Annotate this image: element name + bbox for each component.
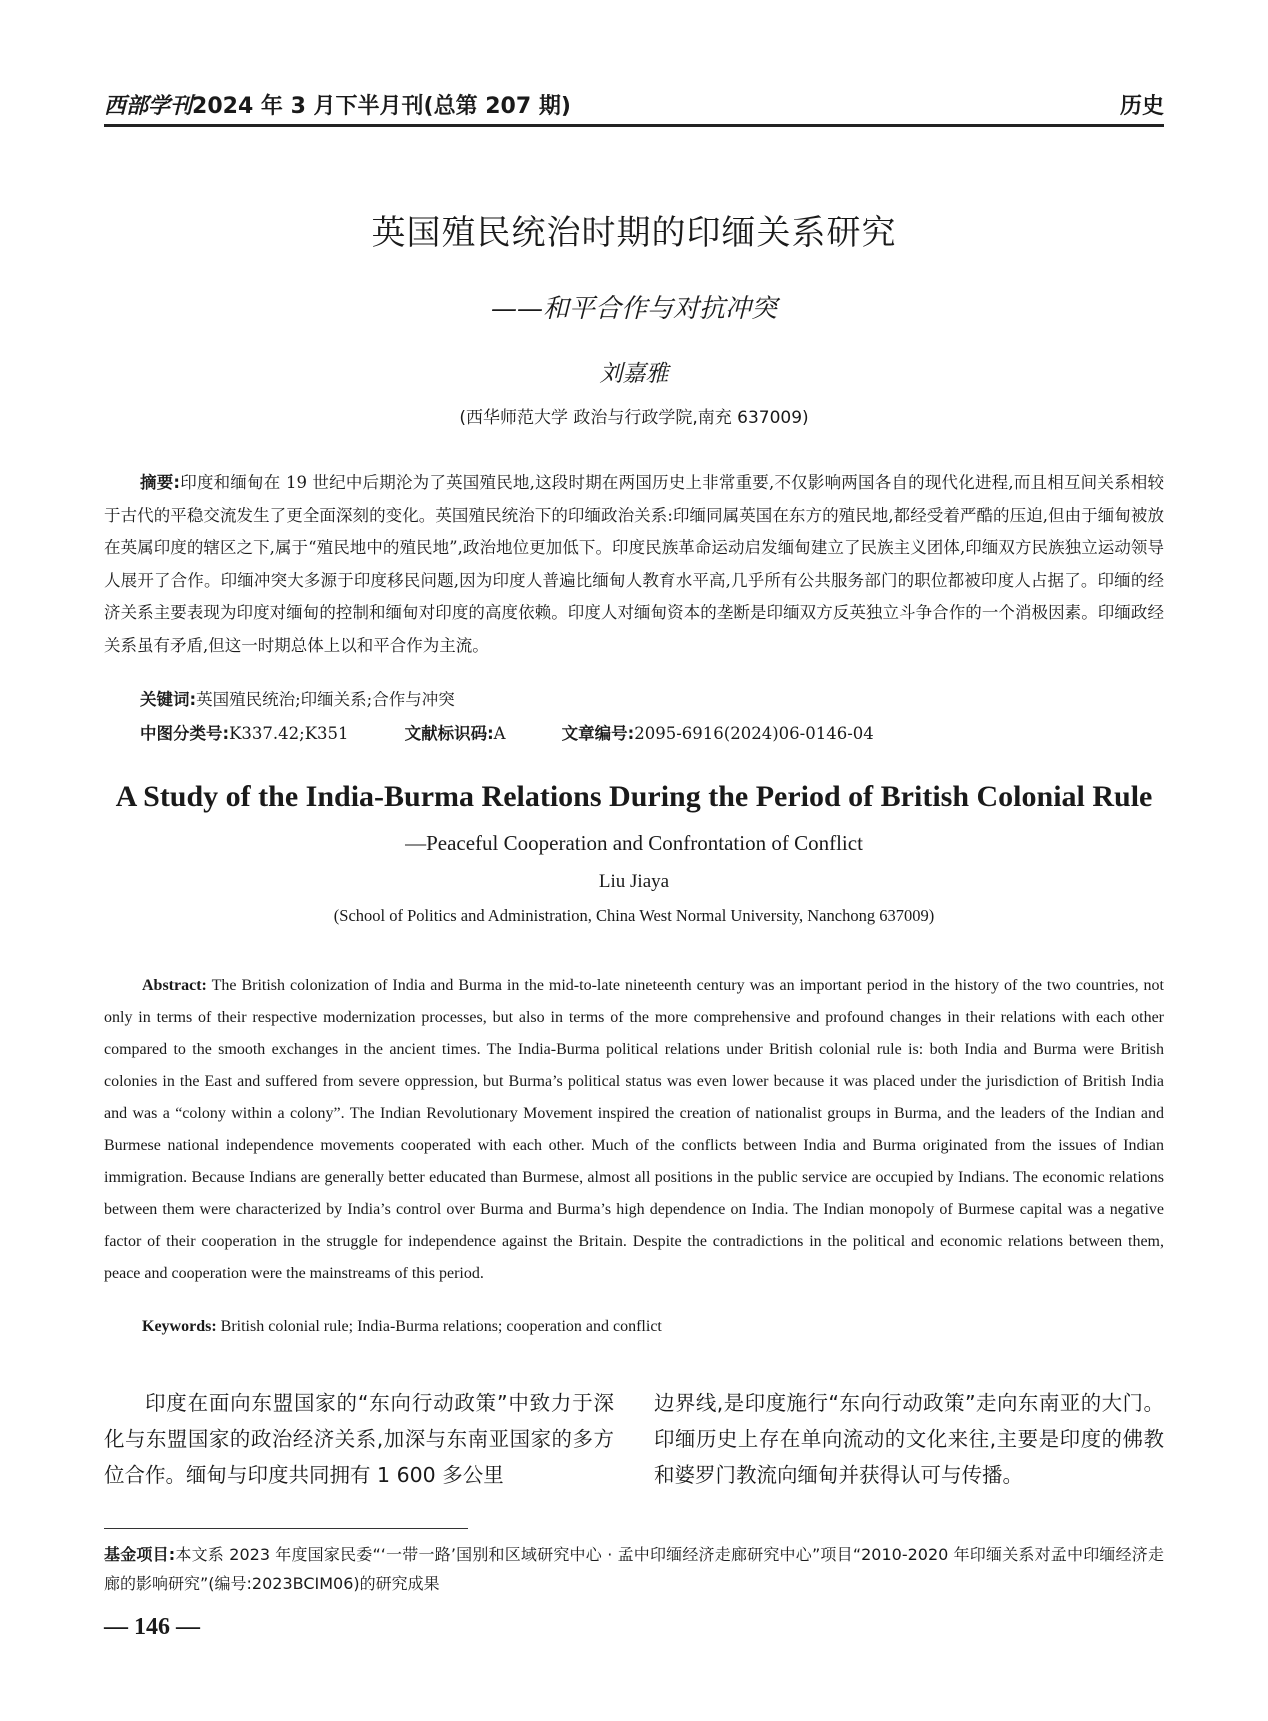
funding-footnote bbox=[104, 1540, 1164, 1598]
author-name-en: Liu Jiaya bbox=[598, 871, 670, 892]
abstract-cn bbox=[104, 467, 1164, 662]
body-text-right-column: 边界线,是印度施行“东向行动政策”走向东南亚的大门。印缅历史上存在单向流动的文化来往,主要是印度的佛教和婆罗门教流向缅甸并获得认可与传播。 bbox=[654, 1391, 1164, 1487]
running-header bbox=[104, 84, 1164, 120]
affiliation-cn: (西华师范大学 政治与行政学院,南充 637009) bbox=[459, 408, 809, 428]
keywords-en bbox=[142, 1318, 662, 1336]
doc-code-label: 文献标识码: bbox=[404, 724, 494, 743]
abstract-cn-text: 印度和缅甸在 19 世纪中后期沦为了英国殖民地,这段时期在两国历史上非常重要,不仅影响两国各自的现代化进程,而且相互间关系相较于古代的平稳交流发生了更全面深刻的变化。英国殖民统治下的印缅政治关系:印缅同属英国在东方的殖民地,都经受着严酷的压迫,但由于缅甸被放在英属印度的辖区之下,属于“殖民地中的殖民地”,政治地位更加低下。印度民族革命运动启发缅甸建立了民族主义团体,印缅双方民族独立运动领导人展开了合作。印缅冲突大多源于印度移民问题,因为印度人普遍比缅甸人教育水平高,几乎所有公共服务部门的职位都被印度人占据了。印缅的经济关系主要表现为印度对缅甸的控制和缅甸对印度的高度依赖。印度人对缅甸资本的垄断是印缅双方反英独立斗争合作的一个消极因素。印缅政经关系虽有矛盾,但这一时期总体上以和平合作为主流。 bbox=[104, 473, 1164, 655]
article-subtitle-cn: ——和平合作与对抗冲突 bbox=[490, 294, 777, 324]
abstract-en-text: The British colonization of India and Burma in the mid-to-late nineteenth century was an important period in the history of the two countries, not only in terms of their respective modernization processes, but also in terms of the more comprehensive and profound changes in their relations with each other compared to the smooth exchanges in the ancient times. The India-Burma political relations under British colonial rule is: both India and Burma were British colonies in the East and suffered from severe oppression, but Burma’s political status was even lower because it was placed under the jurisdiction of British India and was a “colony within a colony”. The Indian Revolutionary Movement inspired the creation of nationalist groups in Burma, and the leaders of the Indian and Burmese national independence movements cooperated with each other. Much of the conflicts between India and Burma originated from the issues of Indian immigration. Because Indians are generally better educated than Burmese, almost all positions in the public service are occupied by Indians. The economic relations between them were characterized by India’s control over Burma and Burma’s high dependence on India. The Indian monopoly of Burmese capital was a negative factor of their cooperation in the struggle for independence against the Britain. Despite the contradictions in the political and economic relations between them, peace and cooperation were the mainstreams of this period. bbox=[104, 977, 1165, 1282]
keywords-cn-label: 关键词: bbox=[140, 690, 197, 709]
keywords-en-label: Keywords: bbox=[142, 1318, 217, 1335]
footnote-rule bbox=[104, 1528, 468, 1529]
doc-code-value: A bbox=[493, 724, 506, 743]
abstract-cn-label: 摘要: bbox=[140, 473, 181, 492]
clc-label: 中图分类号: bbox=[140, 724, 230, 743]
body-text-left-column: 印度在面向东盟国家的“东向行动政策”中致力于深化与东盟国家的政治经济关系,加深与东南亚国家的多方位合作。缅甸与印度共同拥有 1 600 多公里 bbox=[104, 1391, 614, 1487]
issue-info: 2024 年 3 月下半月刊(总第 207 期) bbox=[192, 94, 571, 119]
keywords-cn bbox=[140, 686, 455, 710]
article-number-label: 文章编号: bbox=[561, 724, 635, 743]
author-name-cn: 刘嘉雅 bbox=[599, 361, 669, 387]
abstract-en-label: Abstract: bbox=[142, 977, 207, 994]
keywords-cn-text: 英国殖民统治;印缅关系;合作与冲突 bbox=[196, 690, 455, 709]
article-subtitle-en: —Peaceful Cooperation and Confrontation of Conflict bbox=[405, 831, 863, 855]
classification-line bbox=[140, 720, 874, 744]
page-number: — 146 — bbox=[104, 1614, 200, 1640]
funding-label: 基金项目: bbox=[104, 1545, 176, 1564]
header-rule bbox=[104, 124, 1164, 127]
keywords-en-text: British colonial rule; India-Burma relations; cooperation and conflict bbox=[220, 1318, 662, 1335]
abstract-en bbox=[104, 970, 1164, 1290]
affiliation-en: (School of Politics and Administration, China West Normal University, Nanchong 637009) bbox=[333, 906, 935, 925]
journal-logo: 西部学刊 bbox=[104, 93, 193, 119]
clc-value: K337.42;K351 bbox=[229, 724, 349, 743]
funding-text: 本文系 2023 年度国家民委“‘一带一路’国别和区域研究中心 · 孟中印缅经济走廊研究中心”项目“2010-2020 年印缅关系对孟中印缅经济走廊的影响研究”(编号:2023BCIM06)的研究成果 bbox=[104, 1545, 1164, 1593]
article-title-en: A Study of the India-Burma Relations During the Period of British Colonial Rule bbox=[115, 780, 1153, 813]
section-name: 历史 bbox=[1119, 94, 1164, 119]
journal-issue-line bbox=[104, 89, 571, 120]
article-number-value: 2095-6916(2024)06-0146-04 bbox=[634, 724, 874, 743]
article-title-cn: 英国殖民统治时期的印缅关系研究 bbox=[371, 213, 897, 253]
